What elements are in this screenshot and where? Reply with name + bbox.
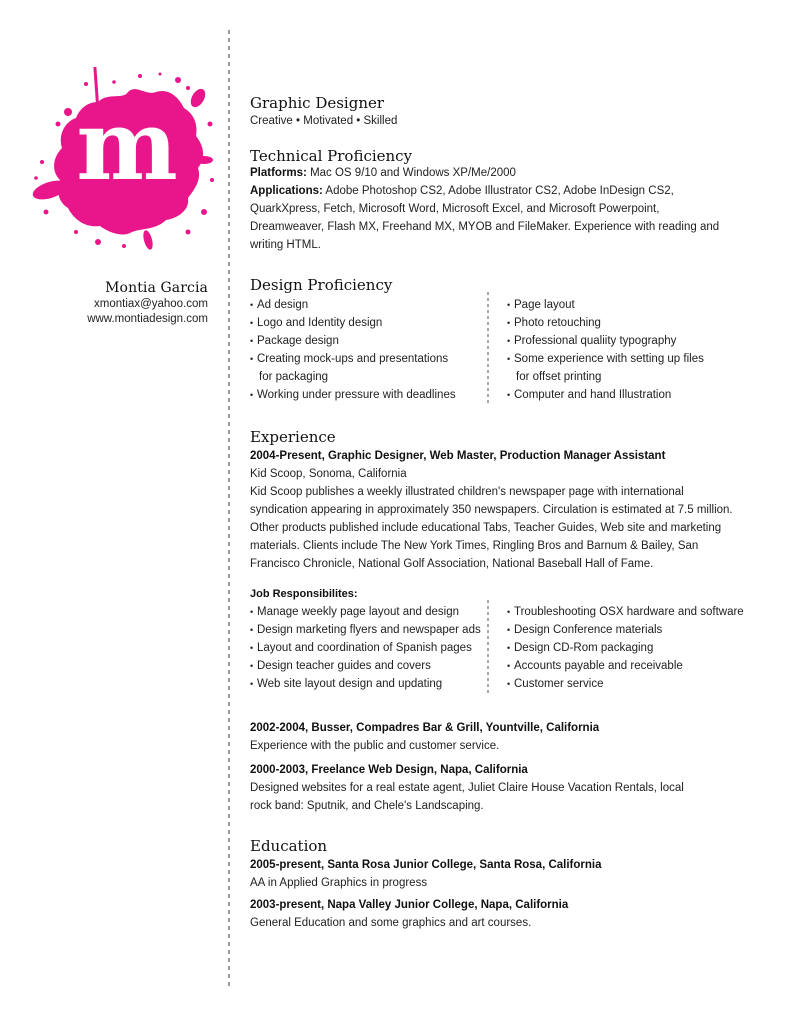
vertical-dotted-divider <box>228 30 230 986</box>
list-item: • Photo retouching <box>507 314 704 332</box>
list-item: • Package design <box>250 332 456 350</box>
list-item: • Design teacher guides and covers <box>250 657 481 675</box>
job-3-desc-line: rock band: Sputnik, and Chele's Landscaping. <box>250 800 484 812</box>
list-item: • Working under pressure with deadlines <box>250 386 456 404</box>
applications-line-1 <box>250 182 674 200</box>
applications-line-4: writing HTML. <box>250 239 321 251</box>
applications-line-2: QuarkXpress, Fetch, Microsoft Word, Microsoft Excel, and Microsoft Powerpoint, <box>250 203 660 215</box>
logo-splat-icon <box>28 62 218 252</box>
list-item <box>250 350 456 386</box>
list-item-continuation: for packaging <box>259 371 329 383</box>
list-item <box>507 350 704 386</box>
column-divider <box>487 292 489 406</box>
column-divider <box>487 600 489 694</box>
website-link[interactable]: www.montiadesign.com <box>87 313 208 325</box>
school-2-desc: General Education and some graphics and art courses. <box>250 917 532 929</box>
list-item: • Design Conference materials <box>507 621 744 639</box>
experience-heading: Experience <box>250 428 336 446</box>
job-2-desc: Experience with the public and customer service. <box>250 740 500 752</box>
platforms-value: Mac OS 9/10 and Windows XP/Me/2000 <box>306 167 516 179</box>
list-item: • Web site layout design and updating <box>250 675 481 693</box>
job-1-company: Kid Scoop, Sonoma, California <box>250 468 407 480</box>
tagline: Creative • Motivated • Skilled <box>250 115 398 127</box>
school-1-desc: AA in Applied Graphics in progress <box>250 877 428 889</box>
job-1-desc-line: materials. Clients include The New York Times, Ringling Bros and Barnum & Bailey, San <box>250 540 699 552</box>
list-item: • Layout and coordination of Spanish pages <box>250 639 481 657</box>
design-proficiency-heading: Design Proficiency <box>250 276 393 294</box>
job-responsibilities-right <box>507 603 744 693</box>
job-3-desc-line: Designed websites for a real estate agent, Juliet Claire House Vacation Rentals, local <box>250 782 684 794</box>
job-1-desc-line: syndication appearing in approximately 350 newspapers. Circulation is estimated at 7.5 million. <box>250 504 733 516</box>
list-item: • Page layout <box>507 296 704 314</box>
job-3-heading: 2000-2003, Freelance Web Design, Napa, California <box>250 764 528 776</box>
job-1-desc-line: Francisco Chronicle, National Golf Association, National Baseball Hall of Fame. <box>250 558 654 570</box>
list-item: • Troubleshooting OSX hardware and software <box>507 603 744 621</box>
applications-label: Applications: <box>250 185 323 197</box>
job-1-desc-line: Other products published include educational Tabs, Teacher Guides, Web site and marketing <box>250 522 722 534</box>
applications-value: Adobe Photoshop CS2, Adobe Illustrator CS2, Adobe InDesign CS2, <box>322 185 674 197</box>
platforms-label: Platforms: <box>250 167 307 179</box>
contact-block <box>8 280 208 327</box>
job-1-heading: 2004-Present, Graphic Designer, Web Master, Production Manager Assistant <box>250 450 666 462</box>
list-item: • Manage weekly page layout and design <box>250 603 481 621</box>
platforms-line <box>250 164 516 182</box>
job-responsibilities-heading: Job Responsibilites: <box>250 588 358 600</box>
school-2-heading: 2003-present, Napa Valley Junior College, Napa, California <box>250 899 569 911</box>
design-skills-right <box>507 296 704 404</box>
candidate-name: Montia Garcia <box>105 280 208 296</box>
list-item: • Professional qualiity typography <box>507 332 704 350</box>
technical-proficiency-heading: Technical Proficiency <box>250 147 413 165</box>
list-item-continuation: for offset printing <box>516 371 602 383</box>
education-heading: Education <box>250 837 328 855</box>
logo-letter: m <box>76 89 176 202</box>
job-1-desc-line: Kid Scoop publishes a weekly illustrated children's newspaper page with international <box>250 486 684 498</box>
list-item-text: Creating mock-ups and presentations <box>257 353 449 365</box>
job-2-heading: 2002-2004, Busser, Compadres Bar & Grill, Yountville, California <box>250 722 600 734</box>
list-item: • Ad design <box>250 296 456 314</box>
list-item: • Accounts payable and receivable <box>507 657 744 675</box>
list-item: • Design marketing flyers and newspaper ads <box>250 621 481 639</box>
job-title-heading: Graphic Designer <box>250 94 385 112</box>
list-item: • Design CD-Rom packaging <box>507 639 744 657</box>
list-item-text: Some experience with setting up files <box>514 353 704 365</box>
job-responsibilities-left <box>250 603 481 693</box>
school-1-heading: 2005-present, Santa Rosa Junior College, Santa Rosa, California <box>250 859 602 871</box>
list-item: • Computer and hand Illustration <box>507 386 704 404</box>
design-skills-left <box>250 296 456 404</box>
email-link[interactable]: xmontiax@yahoo.com <box>94 298 208 310</box>
list-item: • Customer service <box>507 675 744 693</box>
list-item: • Logo and Identity design <box>250 314 456 332</box>
applications-line-3: Dreamweaver, Flash MX, Freehand MX, MYOB and FileMaker. Experience with reading and <box>250 221 720 233</box>
